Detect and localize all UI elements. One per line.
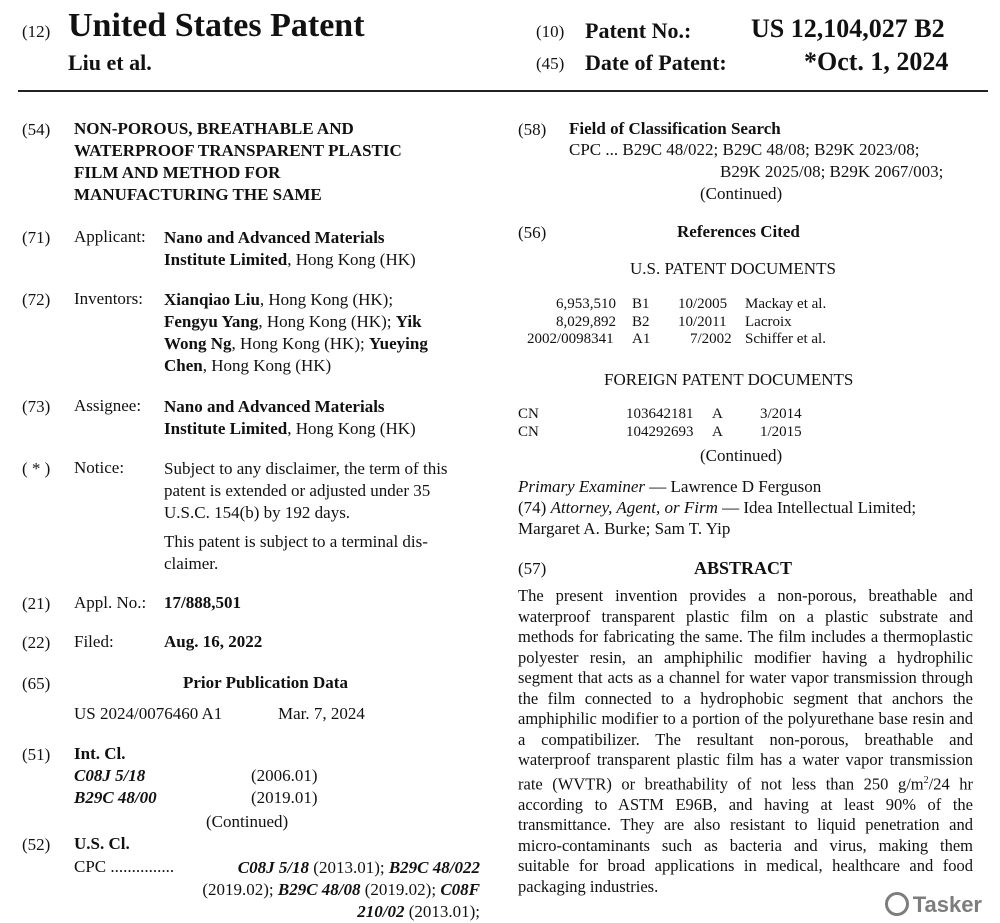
abstract-part: /24 hr according to ASTM E96B, and having at least 90% of the transmittance. They are also resistant to liquid penetration and micro-contaminants such as bacteria and virus, making them suitable for broad applications in medical, healthcare and food packaging industries. xyxy=(518,774,973,896)
notice-line: patent is extended or adjusted under 35 xyxy=(164,481,431,500)
doc-date: 1/2015 xyxy=(760,424,802,440)
inventor-name: Xianqiao Liu xyxy=(164,290,260,309)
inventor-location: , Hong Kong (HK) xyxy=(202,356,332,375)
doc-number: 8,029,892 xyxy=(556,314,616,330)
patent-date: *Oct. 1, 2024 xyxy=(804,47,949,76)
cpc-class: 210/02 xyxy=(357,902,405,921)
assignee-location: , Hong Kong (HK) xyxy=(287,419,416,438)
inid-code-71: (71) xyxy=(22,228,51,247)
inid-code-45: (45) xyxy=(536,54,565,73)
cpc-class: B29C 48/08 xyxy=(277,880,361,899)
inid-code-56: (56) xyxy=(518,223,547,242)
doc-country: CN xyxy=(518,406,539,422)
assignee-value xyxy=(164,396,416,440)
doc-kind: A xyxy=(712,424,723,440)
cpc-date: (2013.01); xyxy=(408,902,480,921)
inid-code-52: (52) xyxy=(22,835,51,854)
inid-code-74: (74) xyxy=(518,498,547,517)
tasker-logo-icon xyxy=(885,892,909,916)
doc-date: 10/2011 xyxy=(678,314,727,330)
abstract-text xyxy=(518,586,973,897)
inid-code-10: (10) xyxy=(536,22,565,41)
inventor-location: , Hong Kong (HK); xyxy=(231,334,365,353)
abstract-part: The present invention provides a non-porous, breathable and waterproof transparent plastic film on a plastic substrate and methods for fabricating the same. The film includes a thermoplastic polyester resin, an amphiphilic modifier having a hydrophilic segment that acts as a channel for water vapor transmission through the film connected to a hydrophobic segment that anchors the amphiphilic modifier to a portion of the polyurethane base resin and a compatibilizer. The resultant non-porous, breathable and waterproof transparent plastic film has a water vapor transmission rate (WVTR) or breathability of not less than 250 g/m xyxy=(518,586,973,793)
inid-code-65: (65) xyxy=(22,674,51,693)
applicant-name: Institute Limited xyxy=(164,250,288,269)
field-search-continued: (Continued) xyxy=(700,184,783,203)
us-cl-title: U.S. Cl. xyxy=(74,834,130,853)
cpc-date: (2019.02); xyxy=(202,880,274,899)
int-cl-title: Int. Cl. xyxy=(74,744,126,763)
field-search-title: Field of Classification Search xyxy=(569,119,781,138)
doc-date: 10/2005 xyxy=(678,296,728,312)
doc-name: Mackay et al. xyxy=(745,296,827,312)
applicant-location: , Hong Kong (HK) xyxy=(287,250,416,269)
title-line: FILM AND METHOD FOR xyxy=(74,163,281,182)
doc-name: Lacroix xyxy=(745,314,792,330)
inid-code-12: (12) xyxy=(22,22,51,41)
patent-no-label: Patent No.: xyxy=(585,18,692,43)
notice-code: ( * ) xyxy=(22,459,51,478)
doc-kind: B1 xyxy=(632,296,650,312)
cpc-date: (2013.01); xyxy=(313,858,385,877)
applicant-value xyxy=(164,227,416,271)
title-line: WATERPROOF TRANSPARENT PLASTIC xyxy=(74,141,402,160)
us-cl-values xyxy=(164,857,480,923)
applicant-label: Applicant: xyxy=(74,227,146,246)
cpc-class: C08J 5/18 xyxy=(237,858,310,877)
notice-line: U.S.C. 154(b) by 192 days. xyxy=(164,503,351,522)
doc-kind: A1 xyxy=(632,331,651,347)
doc-kind: B2 xyxy=(632,314,650,330)
inventor-name: Fengyu Yang xyxy=(164,312,259,331)
appl-no-label: Appl. No.: xyxy=(74,593,147,612)
attorney xyxy=(518,498,916,518)
inid-code-72: (72) xyxy=(22,290,51,309)
references-title: References Cited xyxy=(677,222,800,241)
invention-title xyxy=(74,118,402,206)
notice-line: Subject to any disclaimer, the term of this xyxy=(164,459,448,478)
terminal-disclaimer xyxy=(164,531,428,575)
field-search-line: CPC ... B29C 48/022; B29C 48/08; B29K 2023/08; xyxy=(569,140,920,159)
inventor-name: Yueying xyxy=(368,334,428,353)
attorney-names: Margaret A. Burke; Sam T. Yip xyxy=(518,519,731,538)
int-cl-date: (2019.01) xyxy=(251,788,318,807)
inid-code-54: (54) xyxy=(22,120,51,139)
int-cl-continued: (Continued) xyxy=(206,812,289,831)
inid-code-21: (21) xyxy=(22,594,51,613)
authors: Liu et al. xyxy=(68,50,152,75)
references-continued: (Continued) xyxy=(700,446,783,465)
watermark xyxy=(885,892,982,918)
us-docs-title: U.S. PATENT DOCUMENTS xyxy=(630,259,836,278)
patent-title: United States Patent xyxy=(68,7,365,44)
inid-code-57: (57) xyxy=(518,559,547,578)
inventors-label: Inventors: xyxy=(74,289,143,308)
cpc-class: B29C 48/022 xyxy=(388,858,480,877)
prior-pub-number: US 2024/0076460 A1 xyxy=(74,704,223,723)
doc-number: 104292693 xyxy=(626,424,694,440)
assignee-label: Assignee: xyxy=(74,396,142,415)
filed-value: Aug. 16, 2022 xyxy=(164,632,263,651)
inid-code-22: (22) xyxy=(22,633,51,652)
title-line: MANUFACTURING THE SAME xyxy=(74,185,322,204)
inventor-location: , Hong Kong (HK); xyxy=(259,290,394,309)
int-cl-class: B29C 48/00 xyxy=(74,788,157,807)
header-rule xyxy=(18,90,988,92)
inventors-value xyxy=(164,289,428,377)
inventor-name: Chen xyxy=(164,356,203,375)
primary-examiner xyxy=(518,477,821,497)
cpc-label: CPC ............... xyxy=(74,857,175,876)
doc-kind: A xyxy=(712,406,723,422)
inid-code-73: (73) xyxy=(22,397,51,416)
inventor-name: Wong Ng xyxy=(164,334,232,353)
notice-text xyxy=(164,458,448,524)
cpc-class: C08F xyxy=(440,880,480,899)
foreign-docs-title: FOREIGN PATENT DOCUMENTS xyxy=(604,370,854,389)
title-line: NON-POROUS, BREATHABLE AND xyxy=(74,119,354,138)
notice-label: Notice: xyxy=(74,458,125,477)
doc-number: 6,953,510 xyxy=(556,296,616,312)
doc-number: 2002/0098341 xyxy=(527,331,614,347)
inventor-name: Yik xyxy=(395,312,422,331)
notice-line: This patent is subject to a terminal dis- xyxy=(164,532,428,551)
appl-no-value: 17/888,501 xyxy=(164,593,241,612)
inventor-location: , Hong Kong (HK); xyxy=(258,312,392,331)
attorney-firm: — Idea Intellectual Limited; xyxy=(717,498,917,517)
doc-date: 3/2014 xyxy=(760,406,802,422)
attorney-label: Attorney, Agent, or Firm xyxy=(550,498,718,517)
int-cl-date: (2006.01) xyxy=(251,766,318,785)
doc-country: CN xyxy=(518,424,539,440)
filed-label: Filed: xyxy=(74,632,114,651)
notice-line: claimer. xyxy=(164,554,219,573)
superscript: 2 xyxy=(923,774,929,786)
watermark-text: Tasker xyxy=(912,892,982,917)
int-cl-class: C08J 5/18 xyxy=(74,766,146,785)
prior-pub-date: Mar. 7, 2024 xyxy=(278,704,365,723)
examiner-label: Primary Examiner xyxy=(518,477,646,496)
assignee-name: Nano and Advanced Materials xyxy=(164,397,385,416)
patent-number: US 12,104,027 B2 xyxy=(751,14,945,43)
examiner-name: — Lawrence D Ferguson xyxy=(645,477,822,496)
date-label: Date of Patent: xyxy=(585,50,727,75)
cpc-date: (2019.02); xyxy=(364,880,437,899)
field-search-line: B29K 2025/08; B29K 2067/003; xyxy=(720,162,944,181)
doc-name: Schiffer et al. xyxy=(745,331,826,347)
abstract-title: ABSTRACT xyxy=(694,558,793,578)
inid-code-51: (51) xyxy=(22,745,51,764)
inid-code-58: (58) xyxy=(518,120,547,139)
assignee-name: Institute Limited xyxy=(164,419,288,438)
doc-date: 7/2002 xyxy=(690,331,732,347)
doc-number: 103642181 xyxy=(626,406,694,422)
prior-pub-title: Prior Publication Data xyxy=(183,673,348,692)
applicant-name: Nano and Advanced Materials xyxy=(164,228,385,247)
